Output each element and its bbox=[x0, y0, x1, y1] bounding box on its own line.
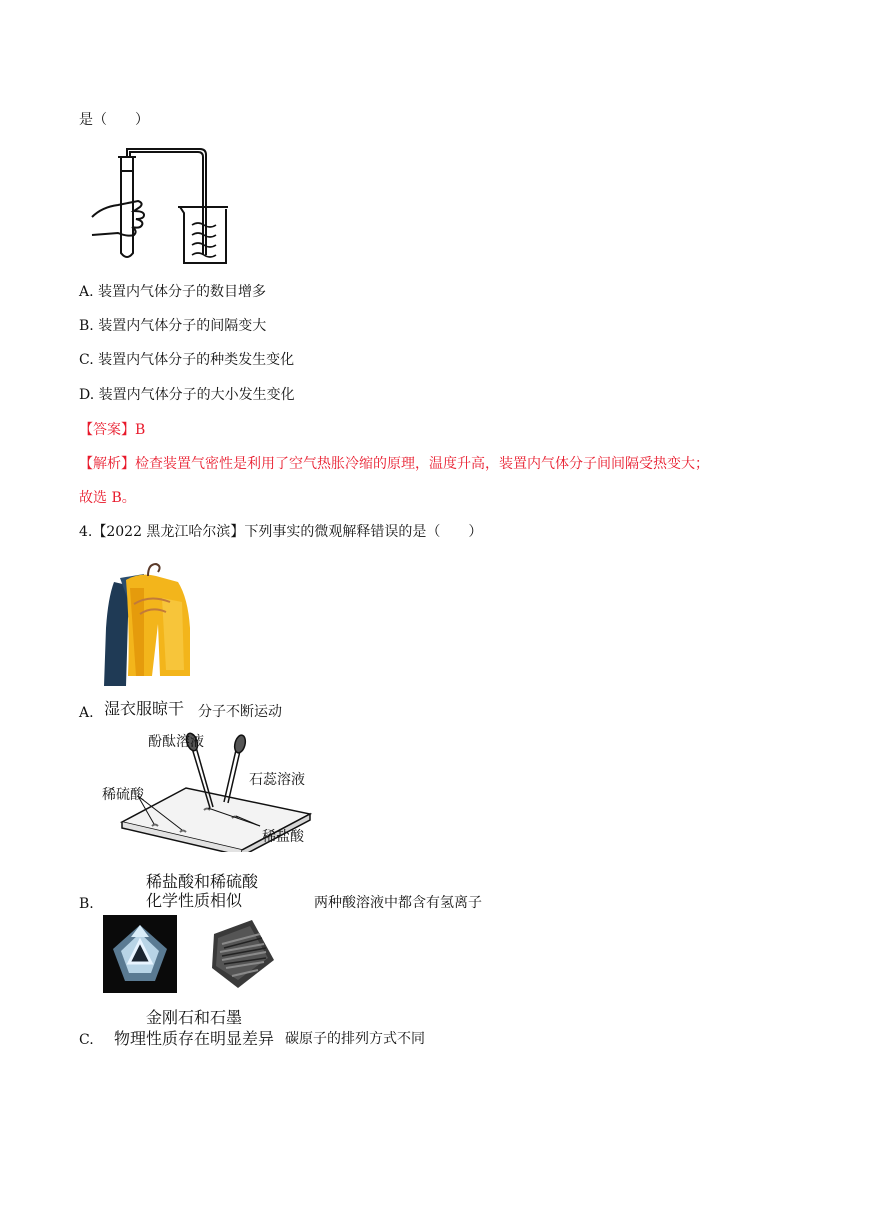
label-litmus: 石蕊溶液 bbox=[249, 772, 305, 788]
label-hydrochloric-acid: 稀盐酸 bbox=[262, 829, 304, 845]
q4-option-a-fact: 湿衣服晾干 bbox=[104, 699, 185, 718]
label-phenolphthalein: 酚酞溶液 bbox=[148, 734, 204, 750]
question-stem-tail: 是（ ） bbox=[79, 112, 149, 128]
option-d: D. 装置内气体分子的大小发生变化 bbox=[79, 387, 295, 403]
analysis-line-2: 故选 B。 bbox=[79, 490, 136, 506]
caption-acids-line-2: 化学性质相似 bbox=[146, 891, 243, 910]
caption-carbon-line-1: 金刚石和石墨 bbox=[146, 1008, 243, 1027]
caption-carbon-line-2: 物理性质存在明显差异 bbox=[114, 1029, 275, 1048]
label-sulfuric-acid: 稀硫酸 bbox=[102, 787, 144, 803]
question-4-stem: 4.【2022 黑龙江哈尔滨】下列事实的微观解释错误的是（ ） bbox=[79, 524, 483, 540]
caption-acids-line-1: 稀盐酸和稀硫酸 bbox=[146, 872, 259, 891]
option-c: C. 装置内气体分子的种类发生变化 bbox=[79, 352, 295, 368]
q4-option-c-explanation: 碳原子的排列方式不同 bbox=[285, 1031, 425, 1047]
q4-option-a-explanation: 分子不断运动 bbox=[198, 704, 282, 720]
option-b: B. 装置内气体分子的间隔变大 bbox=[79, 318, 267, 334]
diamond-image bbox=[103, 915, 177, 993]
q4-option-b-explanation: 两种酸溶液中都含有氢离子 bbox=[314, 895, 482, 911]
q4-option-c-letter: C. bbox=[79, 1032, 94, 1048]
q4-option-a-letter: A. bbox=[79, 705, 94, 721]
wet-clothes-figure bbox=[100, 558, 192, 690]
analysis-line-1: 【解析】检查装置气密性是利用了空气热胀冷缩的原理，温度升高，装置内气体分子间间隔受热变大； bbox=[79, 456, 709, 472]
q4-option-b-letter: B. bbox=[79, 896, 94, 912]
airtightness-apparatus-figure bbox=[88, 145, 238, 267]
option-a: A. 装置内气体分子的数目增多 bbox=[79, 284, 267, 300]
graphite-image bbox=[208, 916, 278, 992]
answer: 【答案】B bbox=[79, 422, 146, 438]
